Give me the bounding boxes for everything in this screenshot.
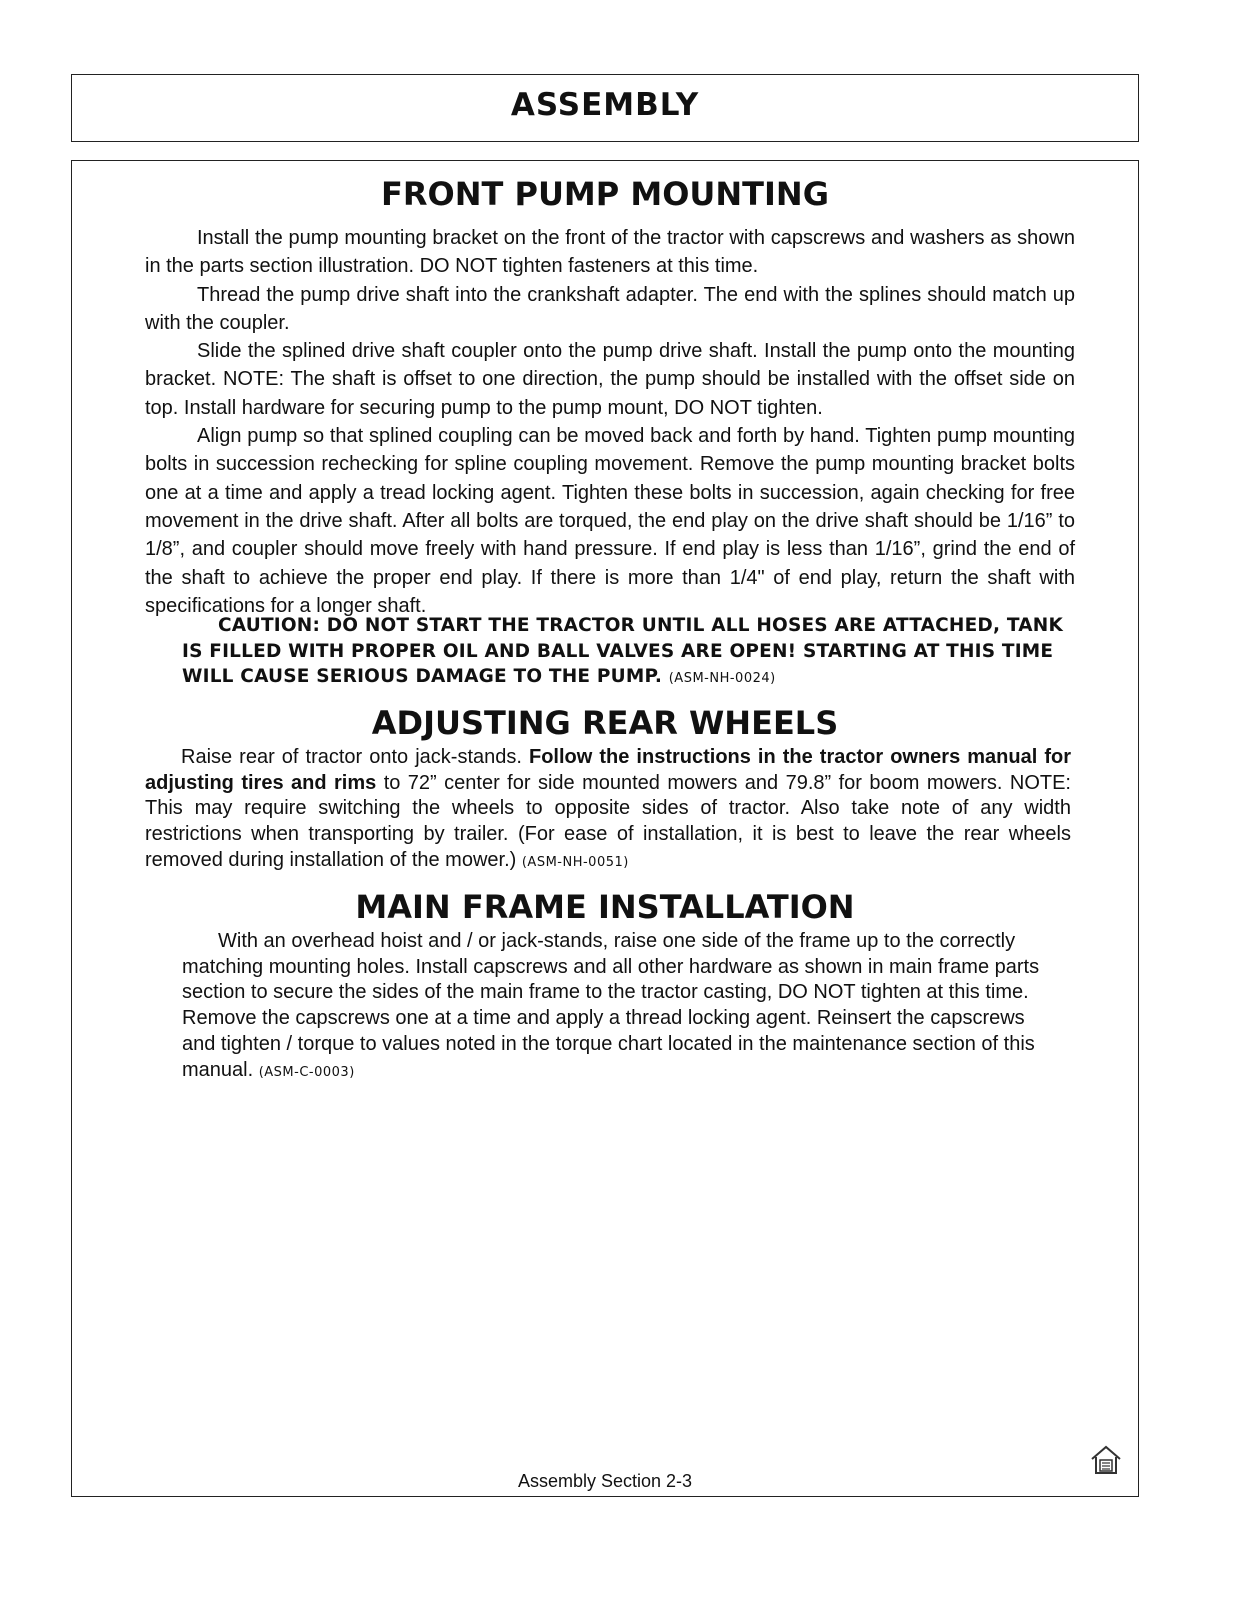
main-frame-body: With an overhead hoist and / or jack-stands, raise one side of the frame up to the correctly matching mounting holes. Install capscrews and all other hardware as shown in main frame parts section to secure the sides of the main frame to the tractor casting, DO NOT tighten at this time. Remove the capscrews one at a time and apply a thread locking agent. Reinsert the capscrews and tighten / torque to values noted in the torque chart located in the maintenance section of this manual. (ASM-C-0003) [182,930,1040,1081]
page-header [71,74,1139,142]
reference-code: (ASM-C-0003) [258,1064,355,1080]
caution-notice [182,613,1072,692]
section-title-rear-wheels: ADJUSTING REAR WHEELS [371,704,839,742]
caution-text: CAUTION: DO NOT START THE TRACTOR UNTIL ALL HOSES ARE ATTACHED, TANK IS FILLED WITH PROPER OIL AND BALL VALVES ARE OPEN! STARTING AT THIS TIME WILL CAUSE SERIOUS DAMAGE TO THE PUMP. [182,615,1063,687]
content-panel [71,160,1139,1497]
front-pump-body [145,224,1075,620]
section-title-main-frame: MAIN FRAME INSTALLATION [355,888,855,926]
rear-wheels-body: Raise rear of tractor onto jack-stands. Follow the instructions in the tractor owners manual for adjusting tires and rims to 72” center for side mounted mowers and 79.8” for boom mowers. NOTE: This may require switching the wheels to opposite sides of tractor. Also take note of any width restrictions when transporting by trailer. (For ease of installation, it is best to leave the rear wheels removed during installation of the mower.) (ASM-NH-0051) [145,746,1071,871]
paragraph: Slide the splined drive shaft coupler onto the pump drive shaft. Install the pump onto the mounting bracket. NOTE: The shaft is offset to one direction, the pump should be installed with the offset side on top. Install hardware for securing pump to the pump mount, DO NOT tighten. [145,340,1075,419]
page-footer: Assembly Section 2-3 [517,1471,693,1491]
home-icon[interactable] [1089,1443,1123,1477]
emphasis-text: Follow the instructions in the tractor owners manual for adjusting tires and rims [145,746,1071,794]
section-title-front-pump: FRONT PUMP MOUNTING [381,175,829,213]
paragraph: Install the pump mounting bracket on the front of the tractor with capscrews and washers as shown in the parts section illustration. DO NOT tighten fasteners at this time. [145,227,1075,278]
paragraph: Align pump so that splined coupling can be moved back and forth by hand. Tighten pump mounting bolts in succession rechecking for spline coupling movement. Remove the pump mounting bracket bolts one at a time and apply a tread locking agent. Tighten these bolts in succession, again checking for free movement in the drive shaft. After all bolts are torqued, the end play on the drive shaft should be 1/16” to 1/8”, and coupler should move freely with hand pressure. If end play is less than 1/16”, grind the end of the shaft to achieve the proper end play. If there is more than 1/4" of end play, return the shaft with specifications for a longer shaft. [145,425,1075,617]
reference-code: (ASM-NH-0024) [668,671,776,686]
page-title: ASSEMBLY [510,87,700,123]
reference-code: (ASM-NH-0051) [521,854,629,870]
paragraph: Thread the pump drive shaft into the crankshaft adapter. The end with the splines should match up with the coupler. [145,283,1075,334]
